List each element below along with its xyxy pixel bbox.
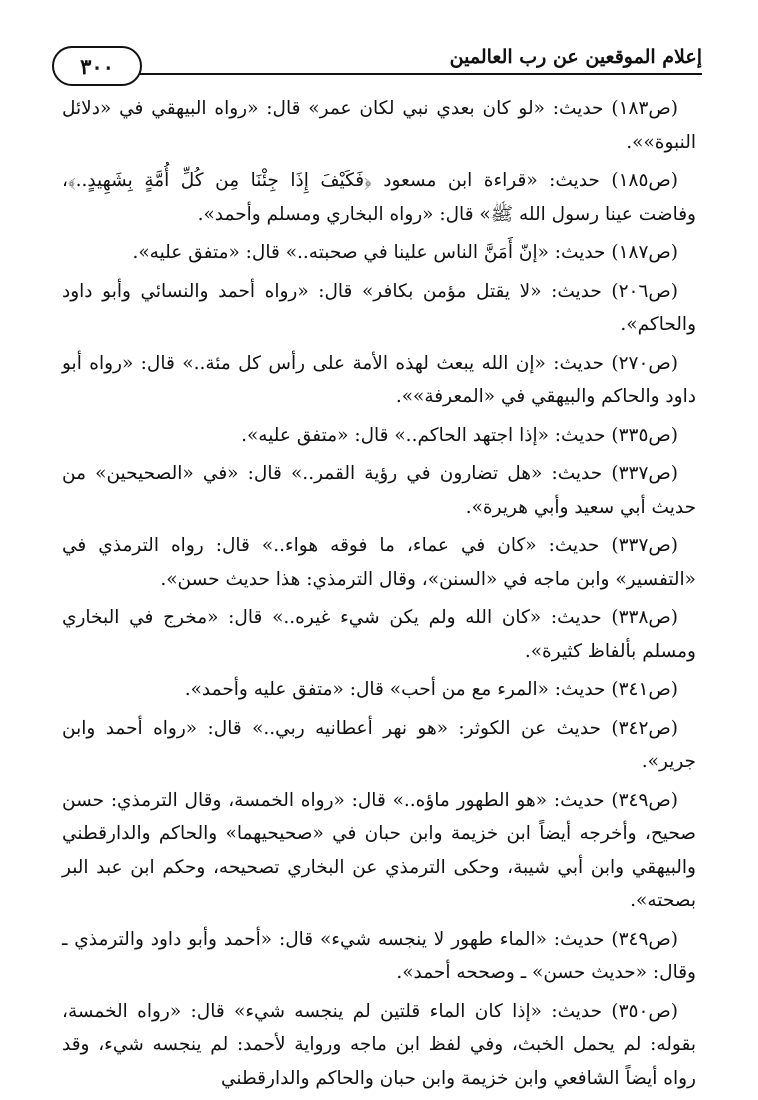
hadith-entry: (ص٣٥٠) حديث: «إذا كان الماء قلتين لم ينجسه شيء» قال: «رواه الخمسة، بقوله: لم يحمل الخبث، وفي لفظ ابن ماجه ورواية لأحمد: لم ينجسه شيء، وقد رواه أيضاً الشافعي وابن خزيمة وابن حبان والحاكم والدارقطني [62,1000,696,1089]
running-title: إعلام الموقعين عن رب العالمين [449,46,702,68]
hadith-entry: (ص٣٣٥) حديث: «إذا اجتهد الحاكم..» قال: «متفق عليه». [241,424,678,446]
page-header [52,38,702,90]
hadith-entry: (ص١٨٧) حديث: «إنّ أَمَنَّ الناس علينا في صحبته..» قال: «متفق عليه». [132,242,678,263]
hadith-entry: (ص٢٠٦) حديث: «لا يقتل مؤمن بكافر» قال: «رواه أحمد والنسائي وأبو داود والحاكم». [62,280,696,335]
page-number: ٣٠٠ [52,46,142,86]
hadith-entry: (ص٣٣٧) حديث: «كان في عماء، ما فوقه هواء..» قال: رواه الترمذي في «التفسير» وابن ماجه في «السنن»، وقال الترمذي: هذا حديث حسن». [62,535,696,590]
page-body [62,92,696,1100]
hadith-entry: (ص١٨٣) حديث: «لو كان بعدي نبي لكان عمر» قال: «رواه البيهقي في «دلائل النبوة»». [62,98,696,153]
hadith-entry: (ص٢٧٠) حديث: «إن الله يبعث لهذه الأمة على رأس كل مئة..» قال: «رواه أبو داود والحاكم والبيهقي في «المعرفة»». [62,352,696,407]
header-divider [140,73,702,75]
hadith-entry: (ص٣٤١) حديث: «المرء مع من أحب» قال: «متفق عليه وأحمد». [184,679,678,700]
hadith-entry: (ص٣٣٨) حديث: «كان الله ولم يكن شيء غيره..» قال: «مخرج في البخاري ومسلم بألفاظ كثيرة». [62,607,696,662]
hadith-entry: (ص٣٣٧) حديث: «هل تضارون في رؤية القمر..» قال: «في «الصحيحين» من حديث أبي سعيد وأبي هريرة». [62,463,696,518]
hadith-entry: (ص٣٤٩) حديث: «هو الطهور ماؤه..» قال: «رواه الخمسة، وقال الترمذي: حسن صحيح، وأخرجه أيضاً ابن خزيمة وابن حبان في «صحيحيهما» والحاكم والدارقطني والبيهقي وابن أبي شيبة، وحكى الترمذي عن البخاري تصحيحه، وحكم ابن عبد البر بصحته». [62,789,696,911]
hadith-entry: (ص٣٤٢) حديث عن الكوثر: «هو نهر أعطانيه ربي..» قال: «رواه أحمد وابن جرير». [62,717,696,772]
hadith-entry: (ص١٨٥) حديث: «قراءة ابن مسعود ﴿فَكَيْفَ إِذَا جِئْنَا مِن كُلِّ أُمَّةٍ بِشَهِيدٍ..﴾، وفاضت عينا رسول الله ﷺ» قال: «رواه البخاري ومسلم وأحمد». [62,170,696,225]
hadith-entry: (ص٣٤٩) حديث: «الماء طهور لا ينجسه شيء» قال: «أحمد وأبو داود والترمذي ـ وقال: «حديث حسن» ـ وصححه أحمد». [62,928,696,983]
